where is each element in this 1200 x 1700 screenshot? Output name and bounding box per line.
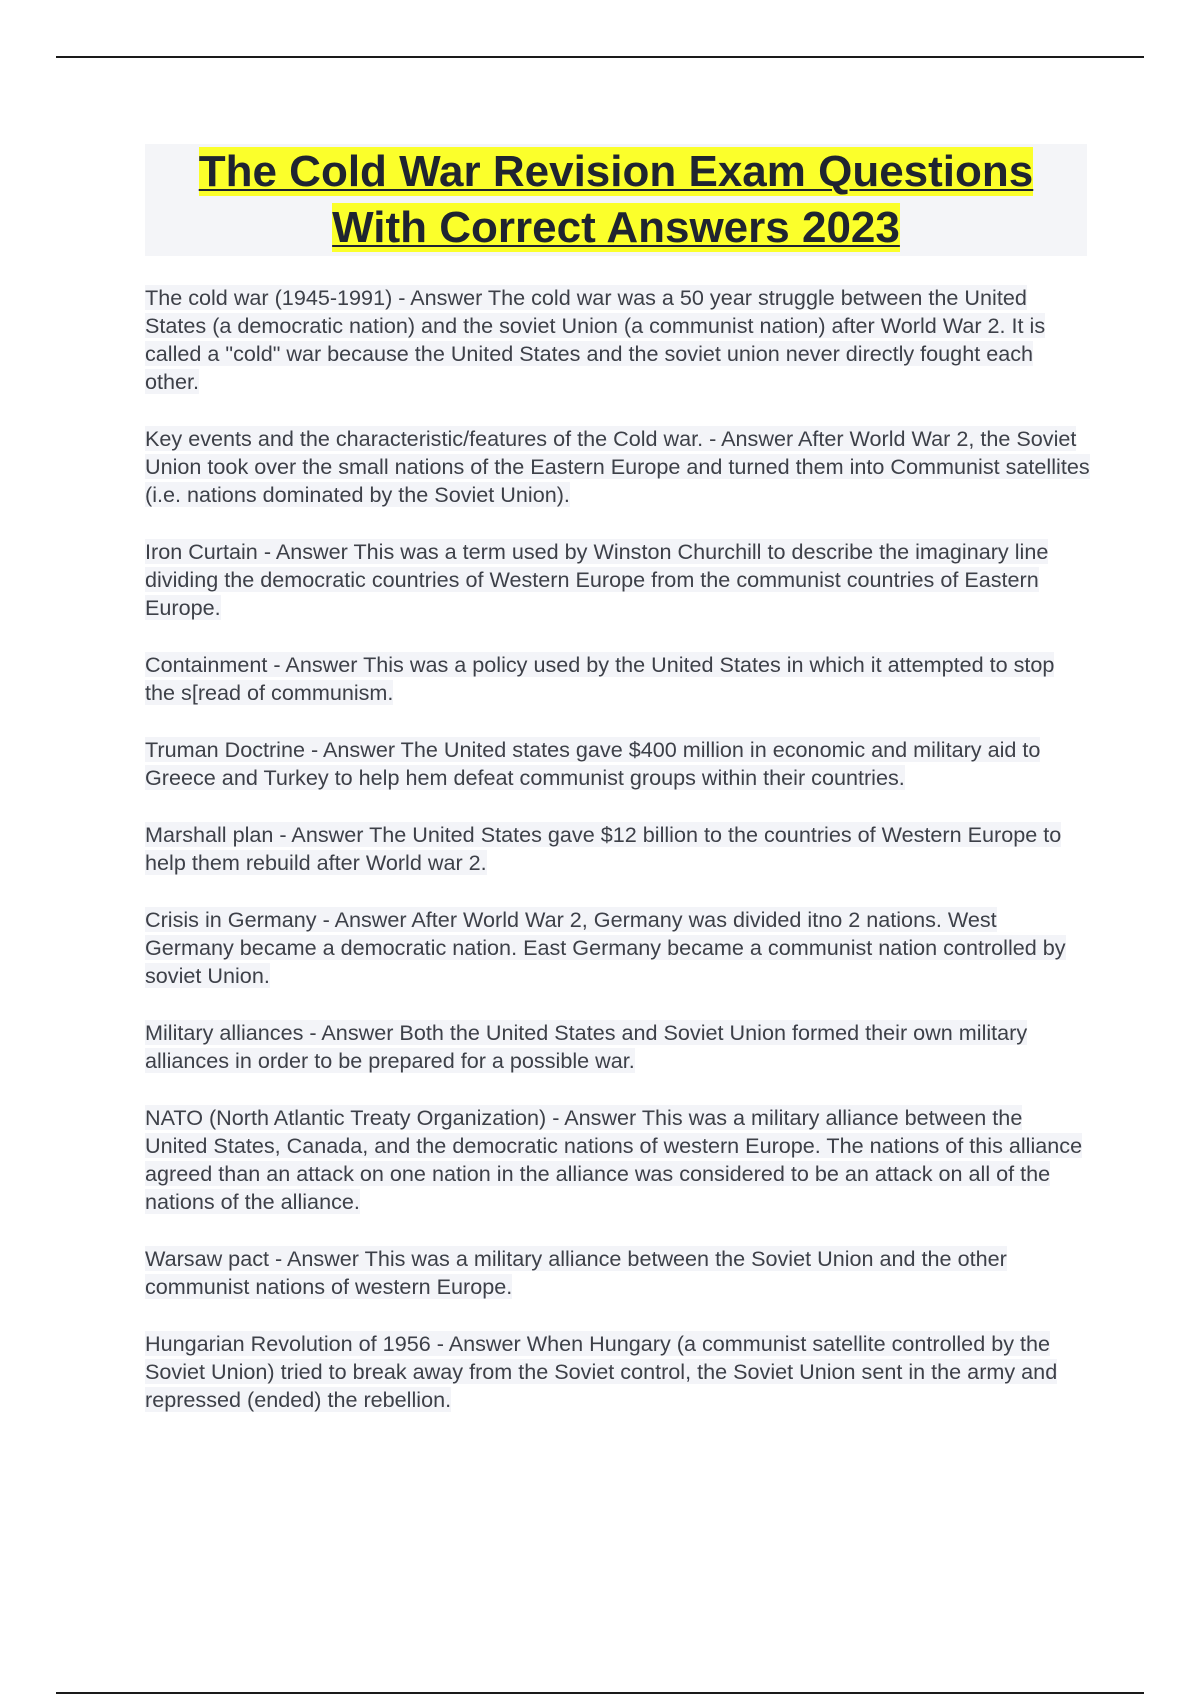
qa-answer: This was a military alliance between the Soviet Union and the other communist nations of western Europe. xyxy=(145,1246,1007,1299)
title-line-1: The Cold War Revision Exam Questions xyxy=(198,147,1034,196)
qa-answer: After World War 2, the Soviet Union took over the small nations of the Eastern Europe and turned them into Communist satellites (i.e. nations dominated by the Soviet Union). xyxy=(145,426,1090,507)
qa-entry xyxy=(145,651,1090,707)
qa-answer: The United States gave $12 billion to the countries of Western Europe to help them rebuild after World war 2. xyxy=(145,822,1062,875)
qa-answer: When Hungary (a communist satellite controlled by the Soviet Union) tried to break away from the Soviet control, the Soviet Union sent in the army and repressed (ended) the rebellion. xyxy=(145,1331,1058,1412)
qa-separator: - Answer xyxy=(257,539,354,564)
qa-separator: - Answer xyxy=(273,822,370,847)
page-top-rule xyxy=(56,56,1144,58)
qa-term: Containment xyxy=(145,652,268,677)
qa-term: Military alliances xyxy=(145,1020,304,1045)
qa-term: Crisis in Germany xyxy=(145,907,317,932)
qa-separator: - Answer xyxy=(392,285,488,310)
qa-answer: This was a policy used by the United States in which it attempted to stop the s[read of communism. xyxy=(145,652,1055,705)
qa-separator: - Answer xyxy=(305,737,401,762)
qa-separator: - Answer xyxy=(316,907,412,932)
qa-entry xyxy=(145,736,1090,792)
qa-term: Marshall plan xyxy=(145,822,274,847)
qa-separator: - Answer xyxy=(430,1331,527,1356)
qa-answer: This was a term used by Winston Churchill to describe the imaginary line dividing the democratic countries of Western Europe from the communist countries of Eastern Europe. xyxy=(145,539,1049,620)
title-line-2: With Correct Answers 2023 xyxy=(332,203,900,252)
qa-separator: - Answer xyxy=(269,1246,365,1271)
qa-list xyxy=(145,284,1090,1443)
qa-term: Iron Curtain xyxy=(145,539,258,564)
qa-entry xyxy=(145,821,1090,877)
qa-separator: - Answer xyxy=(303,1020,400,1045)
qa-term: Warsaw pact xyxy=(145,1246,269,1271)
qa-term: The cold war (1945-1991) xyxy=(145,285,393,310)
qa-entry xyxy=(145,1330,1090,1414)
qa-answer: This was a military alliance between the United States, Canada, and the democratic nations of western Europe. The nations of this alliance agreed than an attack on one nation in the alliance was considered to be an attack on all of the nations of the alliance. xyxy=(145,1105,1083,1214)
document-title xyxy=(145,144,1087,256)
qa-entry xyxy=(145,1245,1090,1301)
qa-answer: After World War 2, Germany was divided itno 2 nations. West Germany became a democratic nation. East Germany became a communist nation controlled by soviet Union. xyxy=(145,907,1066,988)
qa-term: Key events and the characteristic/features of the Cold war. xyxy=(145,426,704,451)
qa-term: NATO (North Atlantic Treaty Organization) xyxy=(145,1105,547,1130)
qa-answer: The United states gave $400 million in economic and military aid to Greece and Turkey to help hem defeat communist groups within their countries. xyxy=(145,737,1041,790)
qa-entry xyxy=(145,1019,1090,1075)
qa-answer: Both the United States and Soviet Union formed their own military alliances in order to be prepared for a possible war. xyxy=(145,1020,1028,1073)
page-bottom-rule xyxy=(56,1692,1144,1694)
qa-term: Truman Doctrine xyxy=(145,737,306,762)
qa-separator: - Answer xyxy=(267,652,364,677)
qa-term: Hungarian Revolution of 1956 xyxy=(145,1331,431,1356)
qa-separator: - Answer xyxy=(703,426,798,451)
qa-entry xyxy=(145,906,1090,990)
qa-entry xyxy=(145,284,1090,396)
qa-answer: The cold war was a 50 year struggle between the United States (a democratic nation) and the soviet Union (a communist nation) after World War 2. It is called a "cold" war because the United States and the soviet union never directly fought each other. xyxy=(145,285,1046,394)
qa-entry xyxy=(145,538,1090,622)
qa-separator: - Answer xyxy=(546,1105,642,1130)
qa-entry xyxy=(145,425,1090,509)
qa-entry xyxy=(145,1104,1090,1216)
